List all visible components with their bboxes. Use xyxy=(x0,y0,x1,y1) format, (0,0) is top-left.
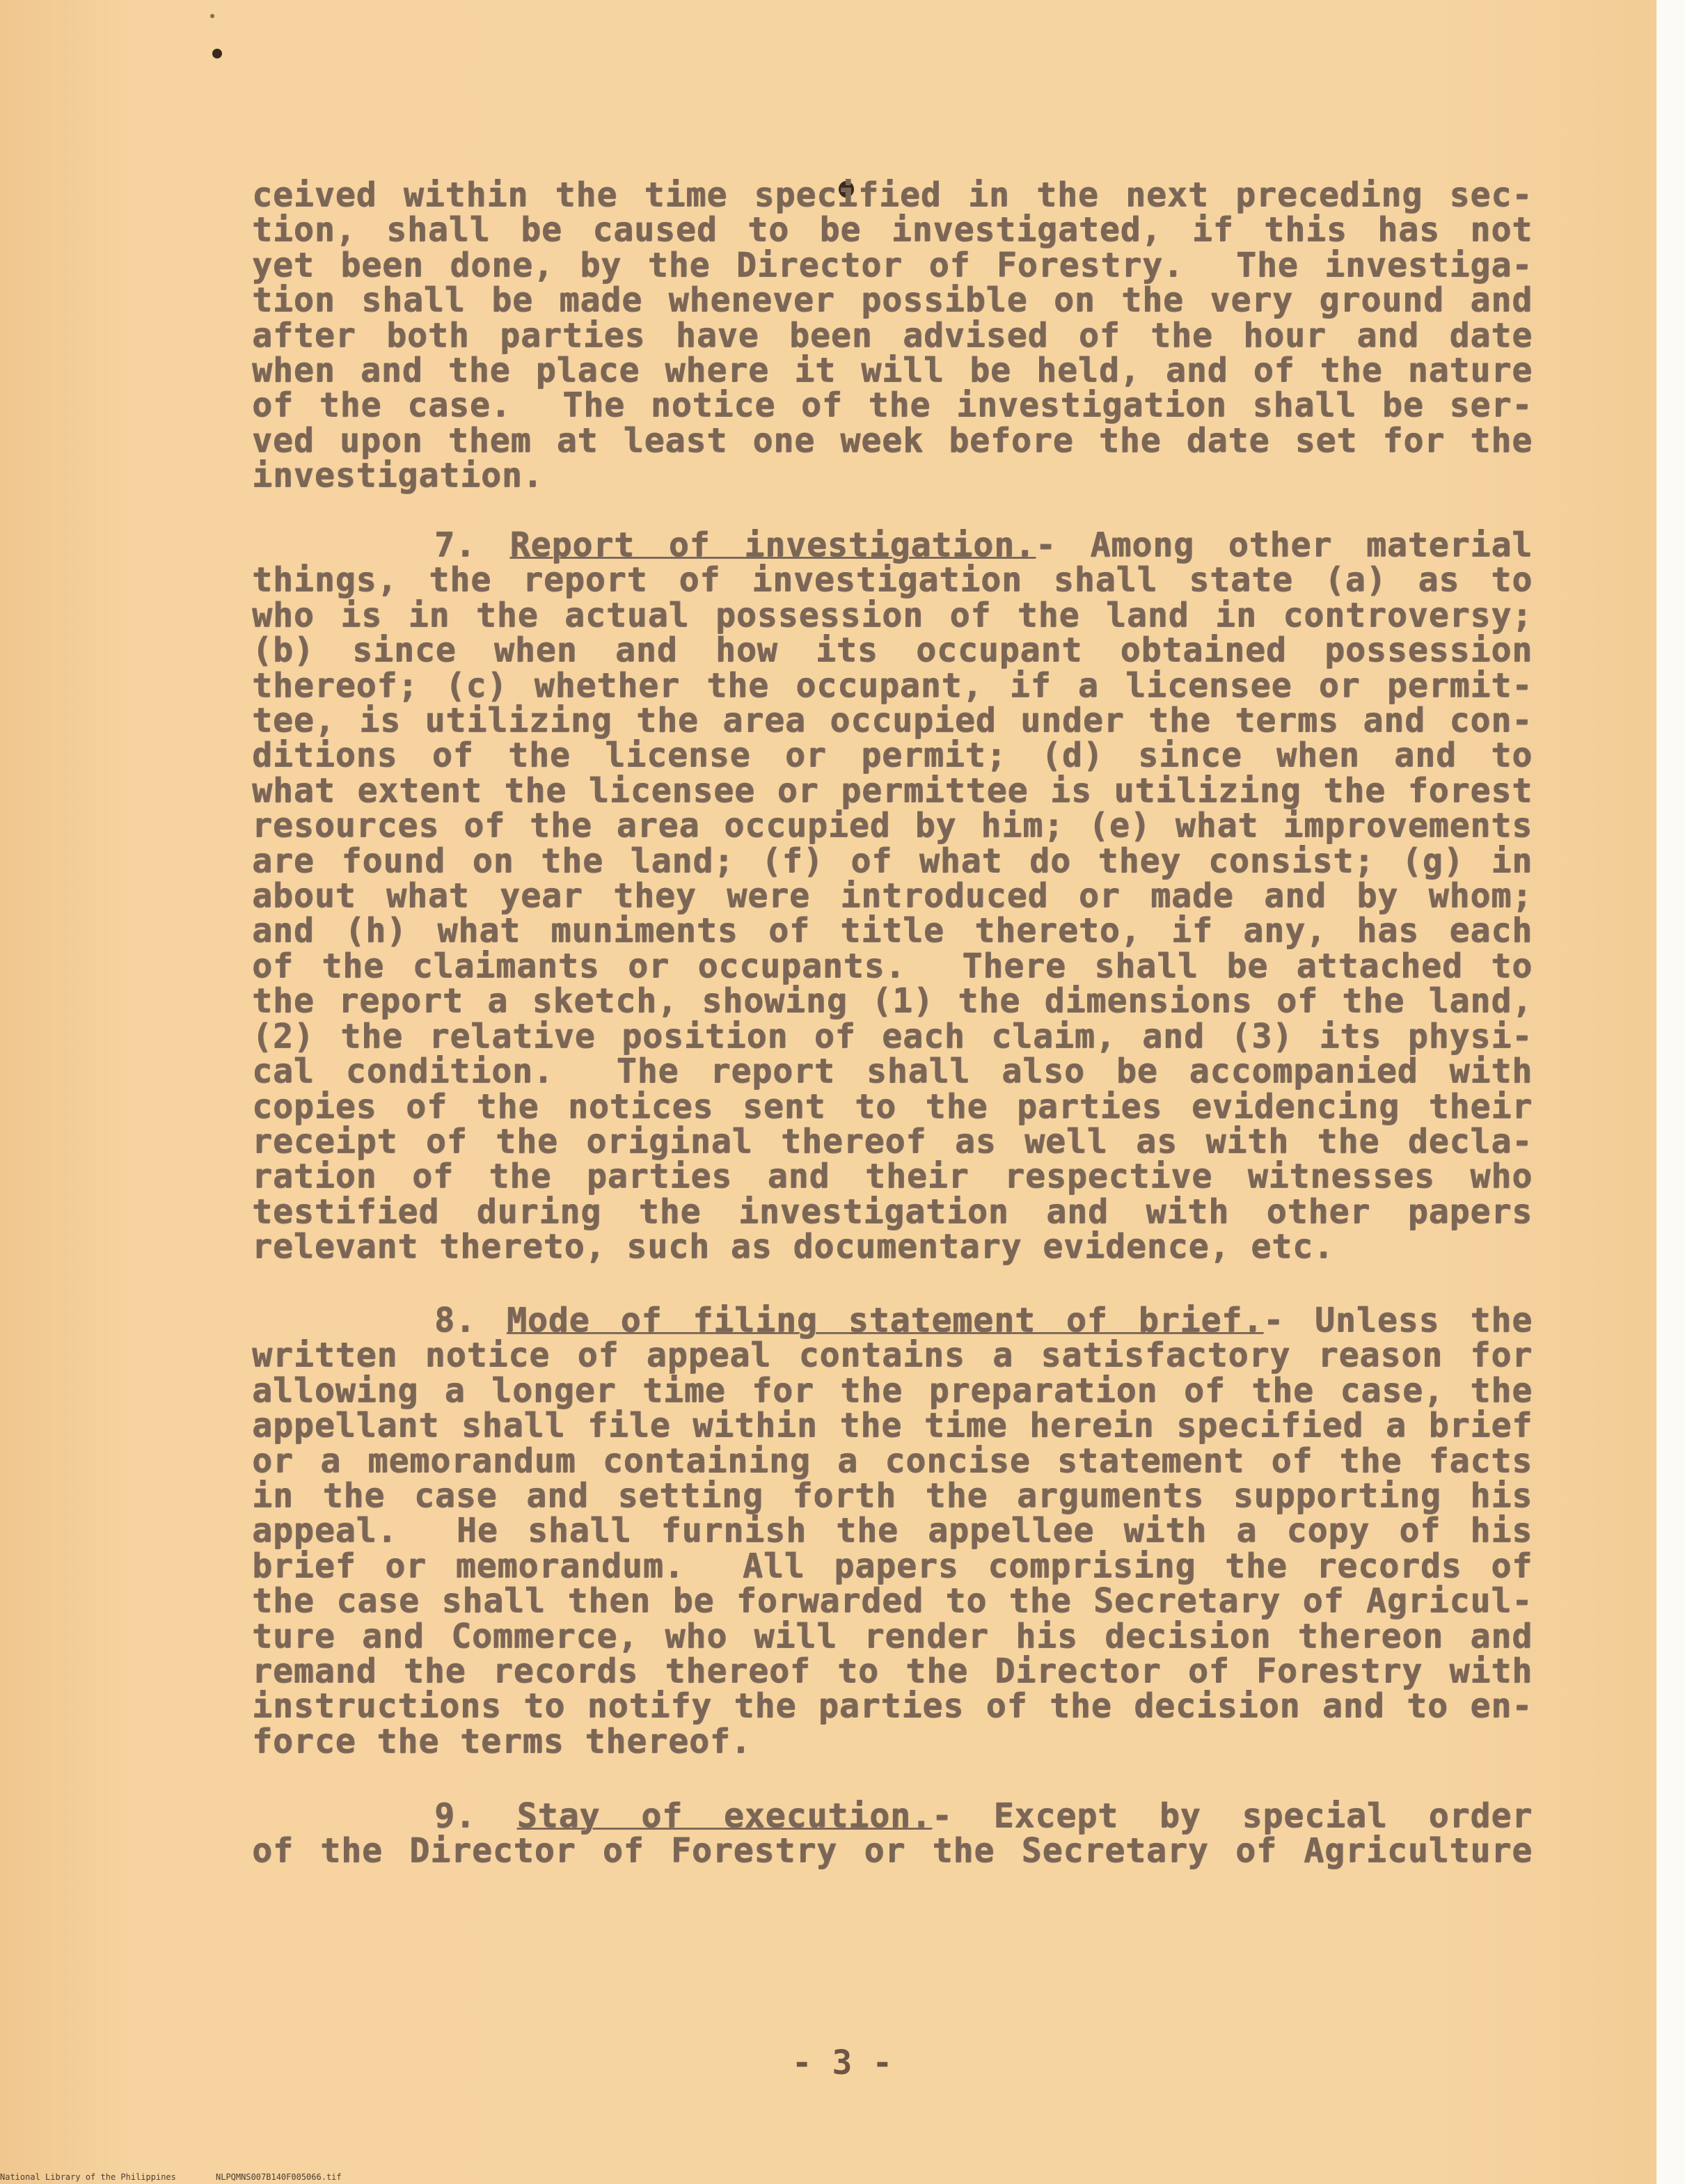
text-line: investigation. xyxy=(252,456,544,496)
text-line: yet been done, by the Director of Forestry. The investiga- xyxy=(252,245,1533,285)
paragraph-first-line xyxy=(252,1303,1533,1338)
text-line: after both parties have been advised of the hour and date xyxy=(252,315,1533,355)
punch-hole xyxy=(210,14,214,18)
paragraph-first-line xyxy=(252,525,1533,564)
text-line: tion, shall be caused to be investigated, if this has not xyxy=(252,210,1533,250)
text-line: force the terms thereof. xyxy=(252,1721,752,1761)
text-line: things, the report of investigation shall state (a) as to xyxy=(252,560,1533,600)
text-line: (2) the relative position of each claim, and (3) its physi- xyxy=(252,1016,1533,1056)
punch-hole xyxy=(212,49,222,58)
paragraph-8 xyxy=(252,1303,1533,1759)
text-line: tion shall be made whenever possible on the very ground and xyxy=(252,280,1533,320)
text-line: about what year they were introduced or made and by whom; xyxy=(252,876,1533,916)
text-line: thereof; (c) whether the occupant, if a licensee or permit- xyxy=(252,665,1533,705)
section-heading: Stay of execution. xyxy=(516,1796,932,1835)
text-line: what extent the licensee or permittee is utilizing the forest xyxy=(252,770,1533,810)
section-number: 9. xyxy=(434,1796,476,1835)
text-line: relevant thereto, such as documentary evidence, etc. xyxy=(252,1227,1334,1267)
text-line: instructions to notify the parties of the decision and to en- xyxy=(252,1686,1533,1726)
paragraph-first-line xyxy=(252,1798,1533,1833)
text-line: - Except by special order xyxy=(931,1796,1533,1835)
text-line: appeal. He shall furnish the appellee with a copy of his xyxy=(252,1511,1533,1551)
text-line: when and the place where it will be held, and of the nature xyxy=(252,351,1533,390)
text-line: of the case. The notice of the investigation shall be ser- xyxy=(252,386,1533,425)
text-line: resources of the area occupied by him; (e) what improvements xyxy=(252,806,1533,846)
text-line: appellant shall file within the time herein specified a brief xyxy=(252,1406,1533,1446)
text-line: ration of the parties and their respective witnesses who xyxy=(252,1157,1533,1196)
text-line: brief or memorandum. All papers comprising the records of xyxy=(252,1546,1533,1585)
paragraph-7 xyxy=(252,525,1533,1267)
scan-border xyxy=(1656,0,1685,2184)
text-line: in the case and setting forth the arguments supporting his xyxy=(252,1476,1533,1516)
text-line: (b) since when and how its occupant obtained possession xyxy=(252,631,1533,670)
text-line: receipt of the original thereof as well as with the decla- xyxy=(252,1121,1533,1161)
page-number: - 3 - xyxy=(791,2043,893,2082)
paragraph-9 xyxy=(252,1798,1533,1869)
text-line: the report a sketch, showing (1) the dimensions of the land, xyxy=(252,981,1533,1021)
text-line: cal condition. The report shall also be accompanied with xyxy=(252,1052,1533,1091)
paragraph-6-continuation xyxy=(252,175,1533,496)
text-line: ved upon them at least one week before the date set for the xyxy=(252,420,1533,460)
text-line: and (h) what muniments of title thereto, if any, has each xyxy=(252,911,1533,951)
text-line: of the claimants or occupants. There shall be attached to xyxy=(252,946,1533,986)
text-line: testified during the investigation and with other papers xyxy=(252,1192,1533,1231)
text-line: ceived within the time specified in the next preceding sec- xyxy=(252,175,1533,214)
section-heading: Report of investigation. xyxy=(509,525,1036,564)
footer-credit: National Library of the Philippines xyxy=(0,2172,176,2182)
section-heading: Mode of filing statement of brief. xyxy=(506,1301,1263,1340)
text-line: tee, is utilizing the area occupied under the terms and con- xyxy=(252,701,1533,741)
footer-filename: NLPQMNS007B140F005066.tif xyxy=(216,2172,342,2182)
text-line: are found on the land; (f) of what do they consist; (g) in xyxy=(252,841,1533,880)
text-line: - Among other material xyxy=(1035,525,1533,564)
text-line: who is in the actual possession of the land in controversy; xyxy=(252,595,1533,635)
text-line: of the Director of Forestry or the Secretary of Agriculture xyxy=(252,1831,1533,1871)
section-number: 8. xyxy=(434,1301,476,1340)
text-line: ture and Commerce, who will render his decision thereon and xyxy=(252,1616,1533,1656)
text-line: or a memorandum containing a concise statement of the facts xyxy=(252,1441,1533,1480)
section-number: 7. xyxy=(434,525,476,564)
text-line: allowing a longer time for the preparation of the case, the xyxy=(252,1370,1533,1410)
text-line: ditions of the license or permit; (d) since when and to xyxy=(252,736,1533,775)
text-line: - Unless the xyxy=(1263,1301,1533,1340)
text-line: remand the records thereof to the Director of Forestry with xyxy=(252,1652,1533,1691)
text-line: the case shall then be forwarded to the Secretary of Agricul- xyxy=(252,1581,1533,1621)
text-line: copies of the notices sent to the parties evidencing their xyxy=(252,1086,1533,1126)
text-line: written notice of appeal contains a satisfactory reason for xyxy=(252,1336,1533,1375)
